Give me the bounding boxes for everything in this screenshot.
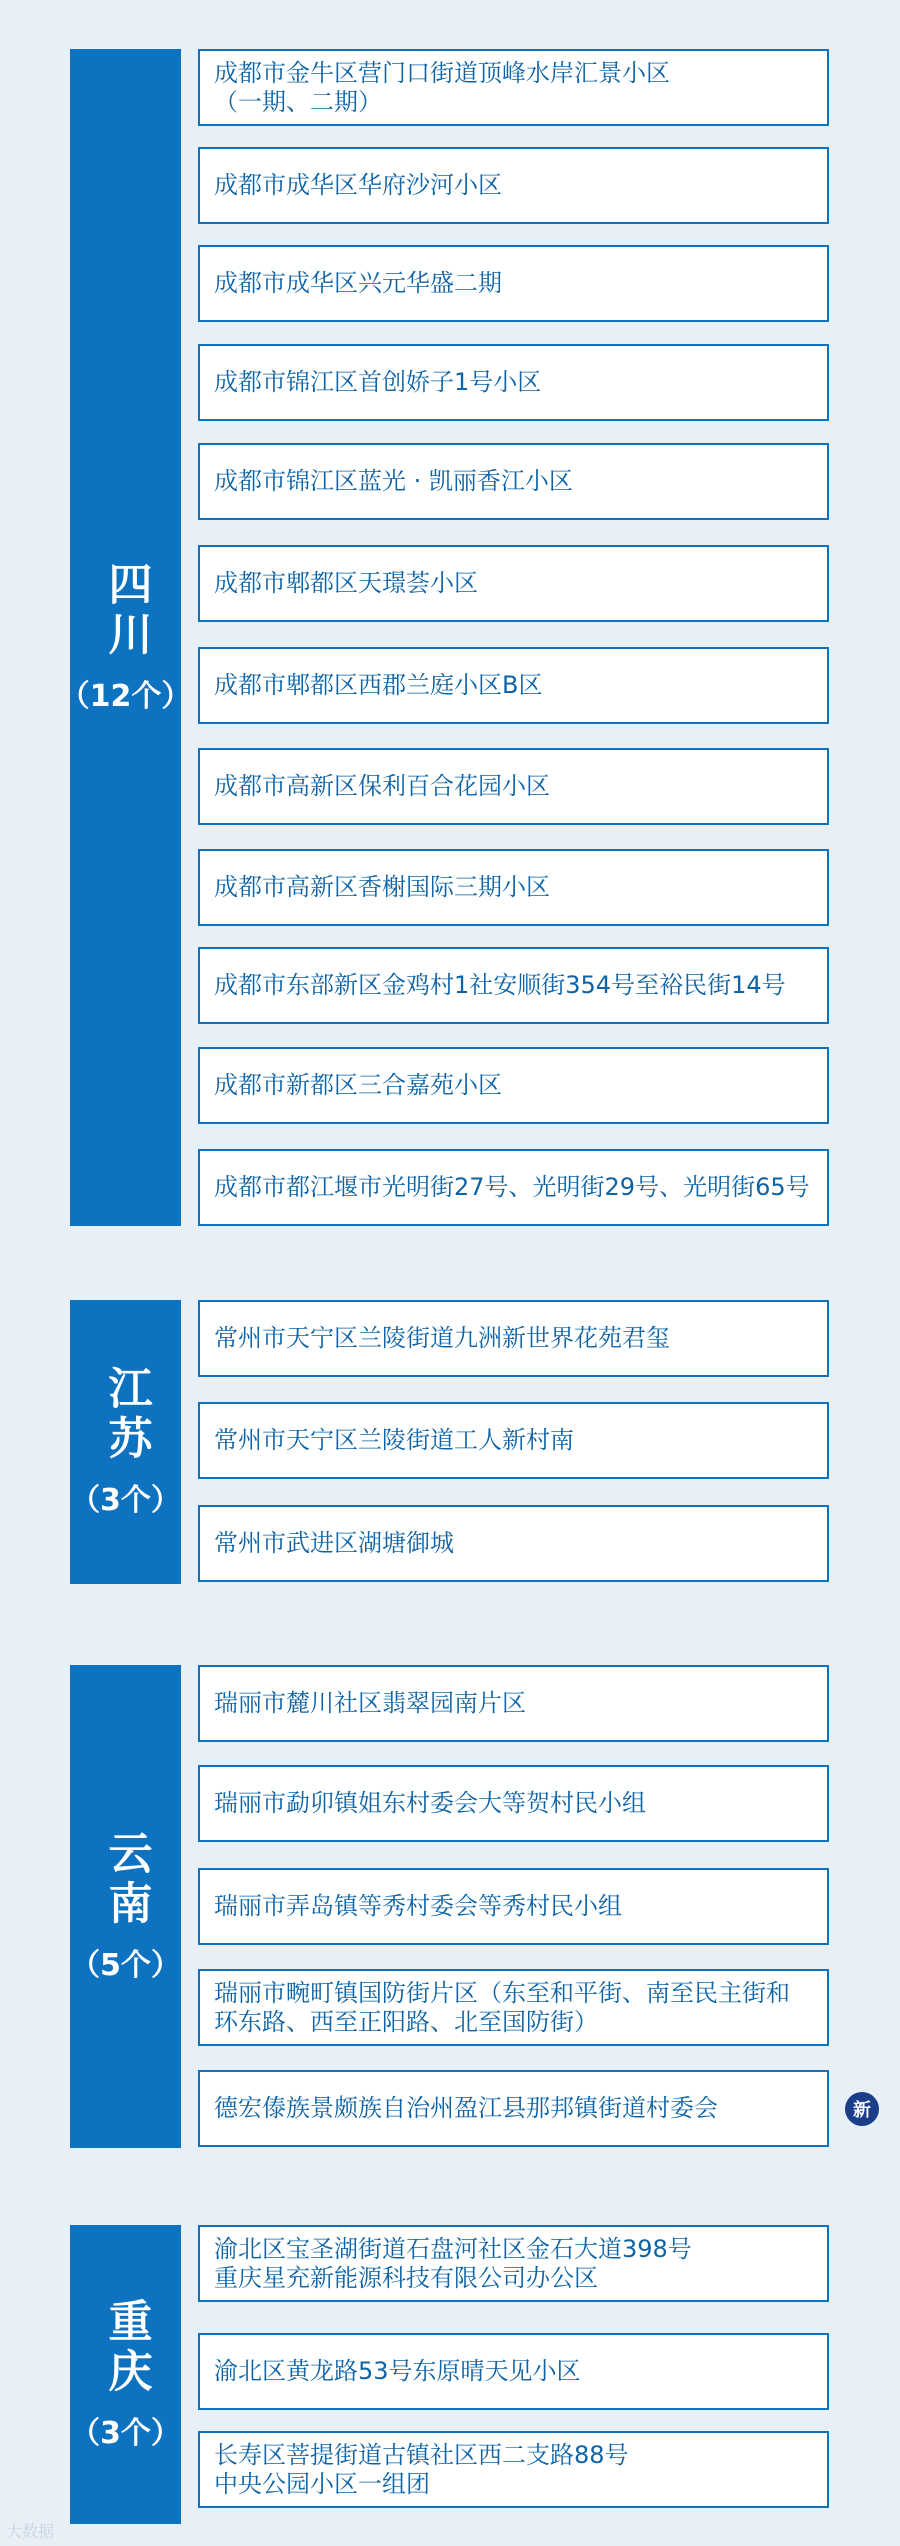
community-item: 长寿区菩提街道古镇社区西二支路88号 中央公园小区一组团 [198, 2431, 829, 2508]
province-count: （3个） [70, 1483, 181, 1518]
province-group-chongqing [70, 2225, 829, 2524]
community-item: 成都市郫都区天璟荟小区 [198, 545, 829, 622]
community-item: 常州市天宁区兰陵街道九洲新世界花苑君玺 [198, 1300, 829, 1377]
new-badge-icon: 新 [845, 2092, 879, 2126]
province-label [70, 1300, 181, 1584]
community-item: 渝北区宝圣湖街道石盘河社区金石大道398号 重庆星充新能源科技有限公司办公区 [198, 2225, 829, 2302]
watermark: 大数据 [6, 2522, 55, 2541]
province-count: （12个） [59, 678, 192, 714]
community-item: 成都市成华区兴元华盛二期 [198, 245, 829, 322]
community-item: 成都市高新区香榭国际三期小区 [198, 849, 829, 926]
community-item: 成都市锦江区蓝光 · 凯丽香江小区 [198, 443, 829, 520]
province-name: 四川 [100, 560, 152, 661]
community-item: 成都市锦江区首创娇子1号小区 [198, 344, 829, 421]
community-item: 瑞丽市畹町镇国防街片区（东至和平街、南至民主街和环东路、西至正阳路、北至国防街） [198, 1969, 829, 2046]
province-group-sichuan [59, 49, 829, 1226]
province-group-yunnan [70, 1665, 829, 2148]
province-count: （3个） [70, 2415, 181, 2451]
community-item: 常州市武进区湖塘御城 [198, 1505, 829, 1582]
province-count: （5个） [70, 1947, 181, 1983]
community-item: 瑞丽市麓川社区翡翠园南片区 [198, 1665, 829, 1742]
community-item: 成都市新都区三合嘉苑小区 [198, 1047, 829, 1124]
community-item: 瑞丽市弄岛镇等秀村委会等秀村民小组 [198, 1868, 829, 1945]
province-label [59, 49, 192, 1226]
community-item: 成都市金牛区营门口街道顶峰水岸汇景小区 （一期、二期） [198, 49, 829, 126]
province-name: 江苏 [100, 1365, 152, 1465]
province-label [70, 2225, 181, 2524]
community-item: 成都市郫都区西郡兰庭小区B区 [198, 647, 829, 724]
community-item: 成都市成华区华府沙河小区 [198, 147, 829, 224]
community-item: 德宏傣族景颇族自治州盈江县那邦镇街道村委会 [198, 2070, 829, 2147]
province-label [70, 1665, 181, 2148]
community-item: 成都市都江堰市光明街27号、光明街29号、光明街65号 [198, 1149, 829, 1226]
community-item: 瑞丽市勐卯镇姐东村委会大等贺村民小组 [198, 1765, 829, 1842]
community-item: 成都市高新区保利百合花园小区 [198, 748, 829, 825]
province-name: 重庆 [100, 2297, 152, 2398]
community-item: 成都市东部新区金鸡村1社安顺街354号至裕民街14号 [198, 947, 829, 1024]
province-name: 云南 [100, 1829, 152, 1930]
community-item: 常州市天宁区兰陵街道工人新村南 [198, 1402, 829, 1479]
community-item: 渝北区黄龙路53号东原晴天见小区 [198, 2333, 829, 2410]
province-group-jiangsu [70, 1300, 829, 1584]
